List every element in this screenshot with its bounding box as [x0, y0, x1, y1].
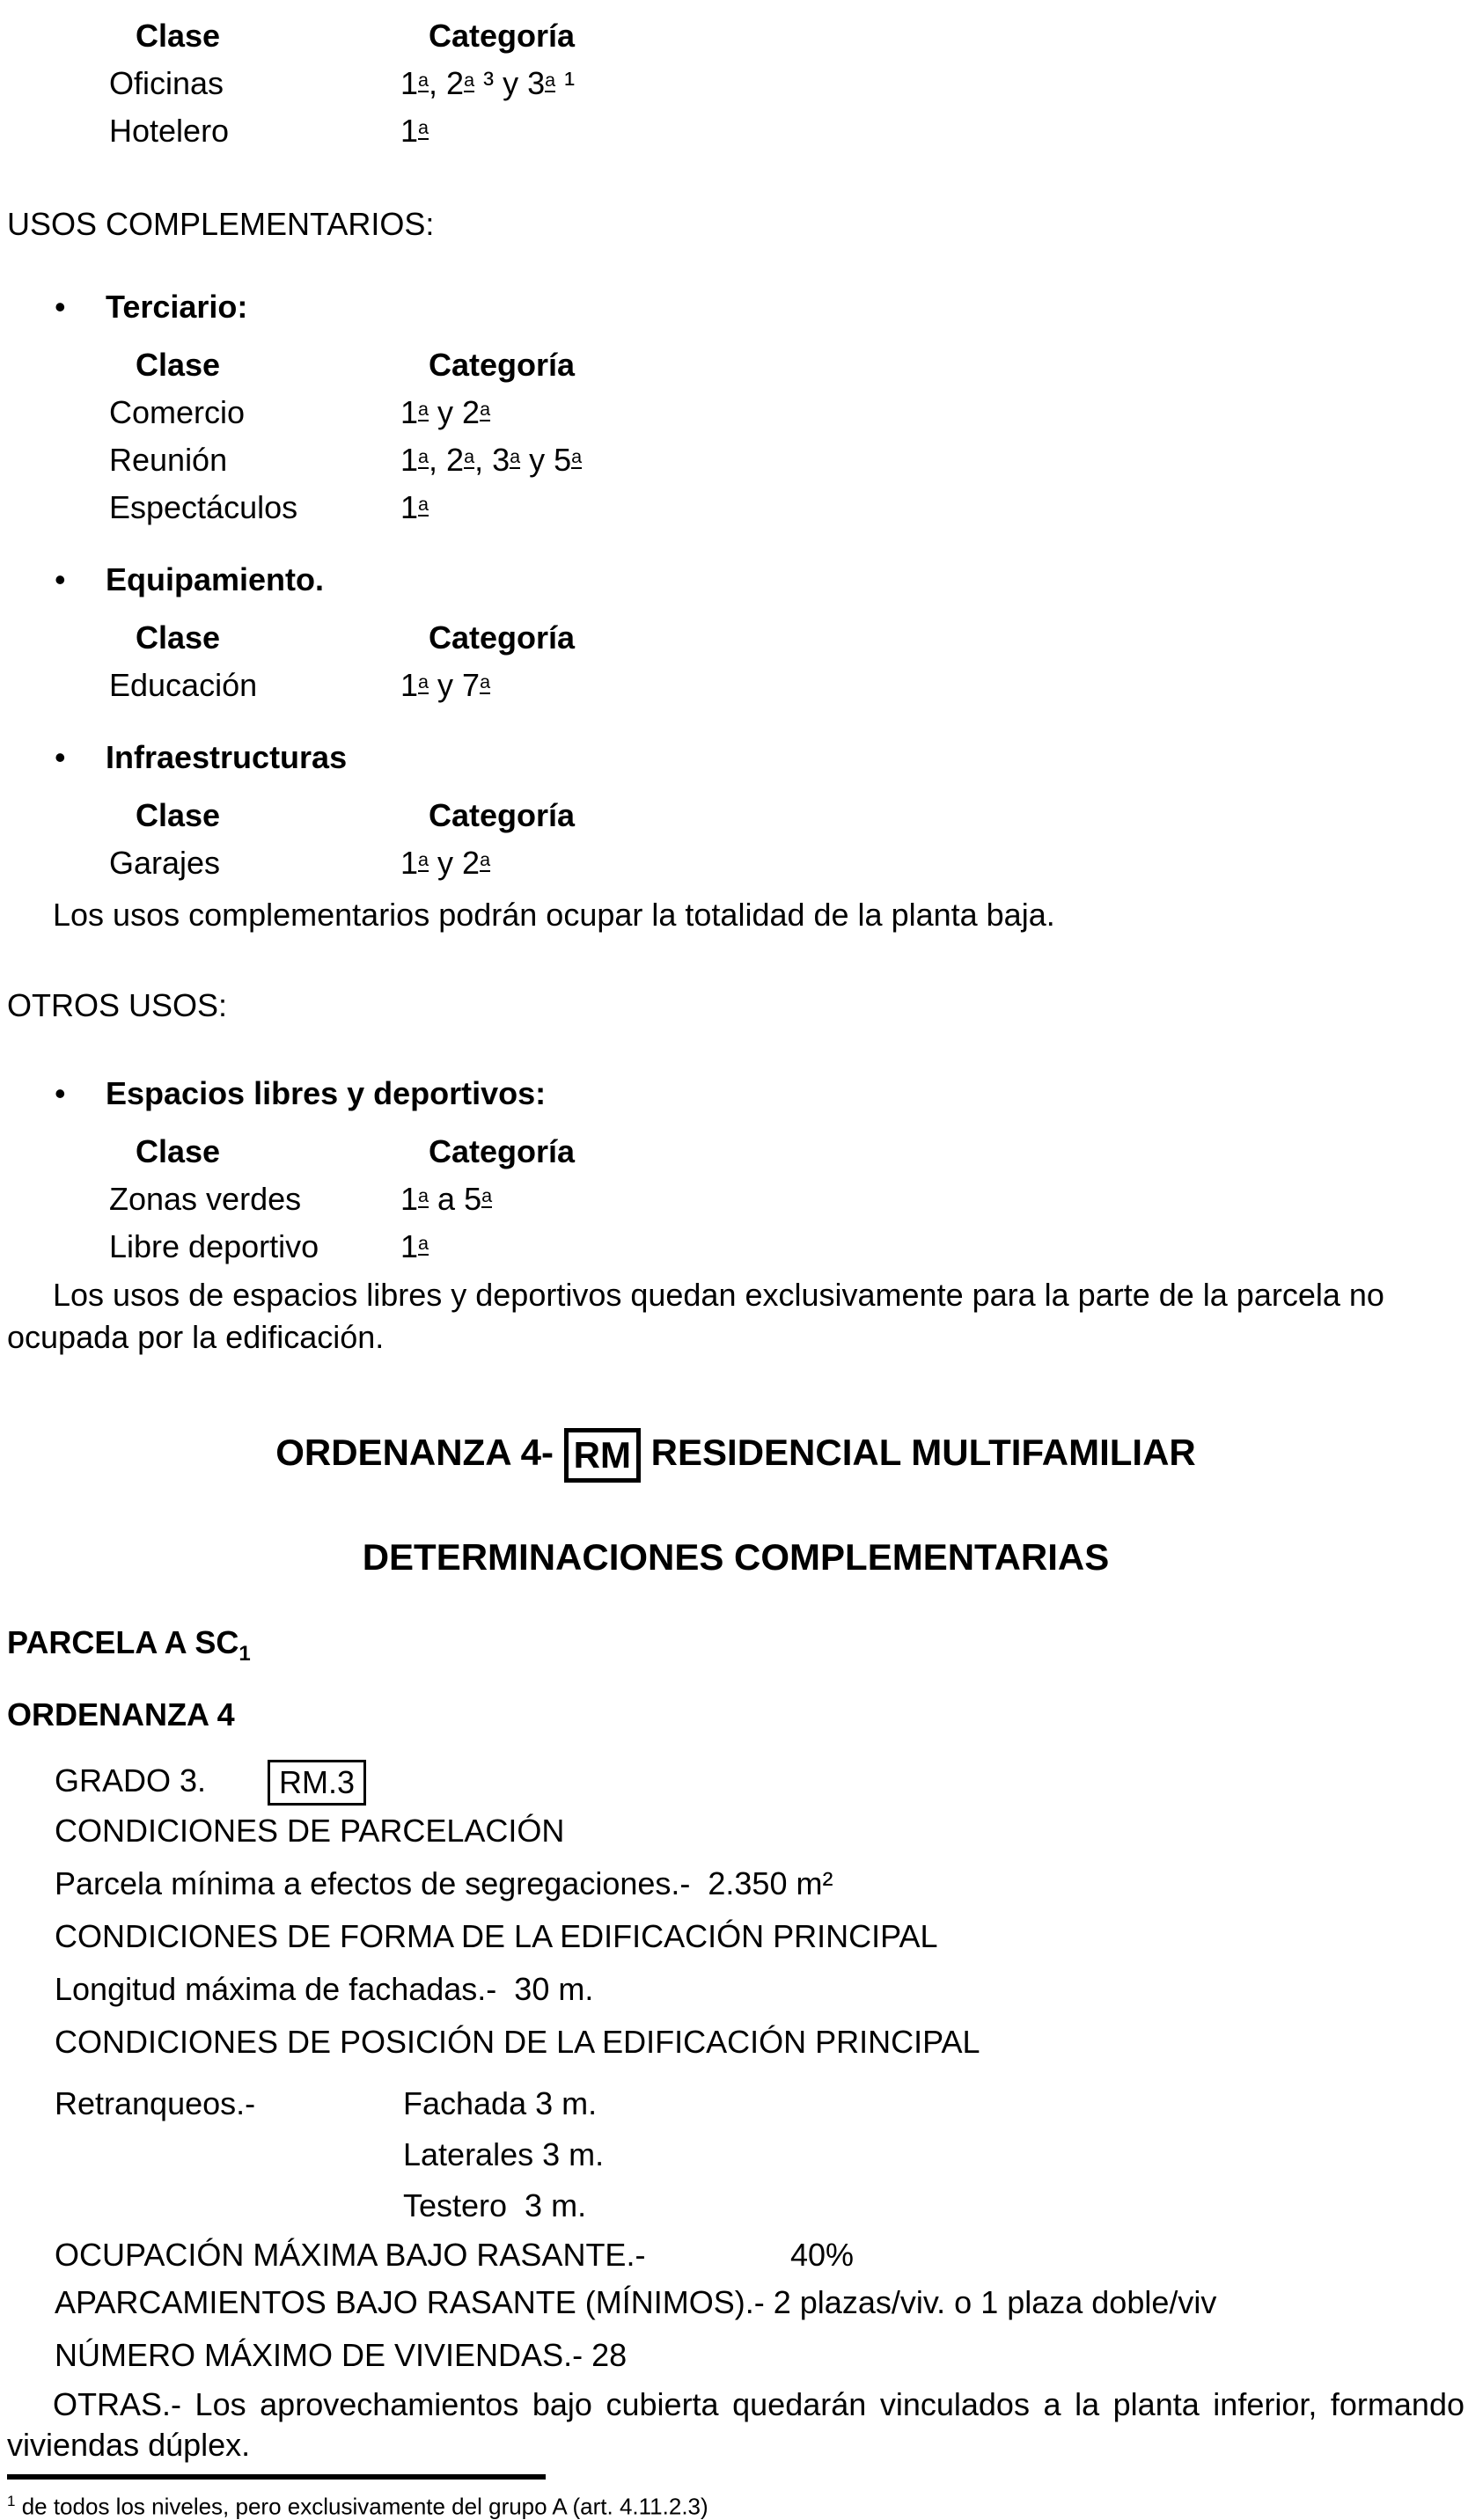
column-header-clase: Clase	[136, 797, 221, 833]
table-row	[7, 839, 1464, 887]
longitud-fachadas-line: Longitud máxima de fachadas.- 30 m.	[55, 1971, 594, 2007]
ocupacion-line	[7, 2231, 1464, 2279]
ordinance-heading-post: RESIDENCIAL MULTIFAMILIAR	[641, 1432, 1196, 1473]
ordinal-a: a	[571, 445, 583, 468]
use-class-cell: Oficinas	[109, 65, 224, 101]
table-header	[7, 341, 1464, 389]
ordinal-a: a	[418, 848, 429, 871]
use-category-cell: 1a a 5a	[400, 1181, 493, 1217]
ordinal-a: a	[481, 1184, 493, 1207]
ordinal-a: a	[464, 445, 475, 468]
bullet-icon: •	[55, 739, 66, 775]
column-header-clase: Clase	[136, 619, 221, 656]
ocupacion-label: OCUPACIÓN MÁXIMA BAJO RASANTE.-	[55, 2237, 646, 2273]
ordinal-a: a	[480, 670, 491, 693]
sub-table-infraestructuras	[7, 792, 1464, 887]
bullet-item-terciario	[7, 283, 1464, 331]
sub-table-terciario	[7, 341, 1464, 531]
ordinal-a: a	[480, 848, 491, 871]
grado-label: GRADO 3.	[55, 1762, 207, 1798]
aparcamientos-line: APARCAMIENTOS BAJO RASANTE (MÍNIMOS).- 2 plazas/viv. o 1 plaza doble/viv	[55, 2284, 1217, 2320]
table-row	[7, 1176, 1464, 1223]
column-header-categoria: Categoría	[429, 797, 576, 833]
use-category-cell: 1a	[400, 113, 429, 149]
bullet-icon: •	[55, 289, 66, 325]
use-class-cell: Garajes	[109, 845, 221, 881]
section-title-usos-complementarios: USOS COMPLEMENTARIOS:	[7, 206, 435, 242]
table-row	[7, 662, 1464, 709]
table-row	[7, 107, 1464, 155]
note-otros-usos: Los usos de espacios libres y deportivos quedan exclusivamente para la parte de la parcela no ocupada por la edificación.	[7, 1277, 1384, 1355]
table-header	[7, 614, 1464, 662]
ordinal-a: a	[418, 445, 429, 468]
use-class-cell: Libre deportivo	[109, 1228, 319, 1264]
parcela-subscript: 1	[239, 1642, 251, 1667]
ordinal-a: a	[464, 69, 475, 92]
ordinal-a: a	[545, 69, 556, 92]
use-category-cell: 1a y 2a	[400, 845, 491, 881]
footnote	[7, 2488, 1464, 2520]
principal-uses-table	[7, 12, 1464, 155]
ordinal-a: a	[418, 670, 429, 693]
use-class-cell: Reunión	[109, 442, 228, 478]
otras-paragraph: OTRAS.- Los aprovechamientos bajo cubierta quedarán vinculados a la planta inferior, formando viviendas dúplex.	[7, 2386, 1464, 2463]
bullet-item-equipamiento	[7, 556, 1464, 604]
bullet-icon: •	[55, 561, 66, 597]
bullet-item-espacios-libres	[7, 1070, 1464, 1117]
column-header-clase: Clase	[136, 1133, 221, 1169]
use-class-cell: Zonas verdes	[109, 1181, 302, 1217]
use-category-cell: 1a y 2a	[400, 394, 491, 430]
bullet-label: Equipamiento.	[106, 561, 325, 597]
ordinal-a: a	[418, 1232, 429, 1255]
use-class-cell: Hotelero	[109, 113, 230, 149]
use-category-cell: 1a	[400, 489, 429, 525]
footnote-marker: 1	[7, 2493, 16, 2509]
condiciones-forma-title: CONDICIONES DE FORMA DE LA EDIFICACIÓN PRINCIPAL	[55, 1918, 938, 1954]
section-title-otros-usos: OTROS USOS:	[7, 987, 228, 1023]
rm-code-box: RM	[564, 1428, 641, 1483]
retranqueo-value: Laterales 3 m.	[403, 2136, 605, 2172]
sub-table-equipamiento	[7, 614, 1464, 709]
bullet-icon: •	[55, 1075, 66, 1111]
ordinal-a: a	[418, 116, 429, 139]
viviendas-line: NÚMERO MÁXIMO DE VIVIENDAS.- 28	[55, 2337, 628, 2373]
table-row	[7, 1223, 1464, 1271]
use-class-cell: Espectáculos	[109, 489, 298, 525]
sub-table-espacios-libres	[7, 1128, 1464, 1271]
grado-code-box: RM.3	[268, 1760, 366, 1806]
retranqueo-value: Testero 3 m.	[403, 2187, 587, 2223]
column-header-categoria: Categoría	[429, 1133, 576, 1169]
condiciones-posicion-title: CONDICIONES DE POSICIÓN DE LA EDIFICACIÓN PRINCIPAL	[55, 2024, 980, 2060]
table-header	[7, 1128, 1464, 1176]
table-header	[7, 12, 1464, 60]
column-header-clase: Clase	[136, 347, 221, 383]
bullet-item-infraestructuras	[7, 734, 1464, 781]
use-category-cell: 1a	[400, 1228, 429, 1264]
subheading-determinaciones: DETERMINACIONES COMPLEMENTARIAS	[362, 1536, 1110, 1578]
bullet-label: Terciario:	[106, 289, 248, 325]
ordinal-a: a	[418, 1184, 429, 1207]
column-header-categoria: Categoría	[429, 619, 576, 656]
grado-line	[7, 1754, 1464, 1807]
footnote-divider	[7, 2474, 546, 2480]
retranqueo-value: Fachada 3 m.	[403, 2085, 598, 2121]
ordenanza4-heading: ORDENANZA 4	[7, 1696, 235, 1732]
table-row	[7, 484, 1464, 531]
ocupacion-value: 40%	[790, 2237, 855, 2273]
use-category-cell: 1a y 7a	[400, 667, 491, 703]
ordinal-a: a	[510, 445, 521, 468]
column-header-categoria: Categoría	[429, 347, 576, 383]
table-row	[7, 60, 1464, 107]
bullet-label: Espacios libres y deportivos:	[106, 1075, 547, 1111]
table-row	[7, 436, 1464, 484]
bullet-label: Infraestructuras	[106, 739, 348, 775]
ordinal-a: a	[418, 493, 429, 516]
parcela-minima-line: Parcela mínima a efectos de segregaciones.- 2.350 m²	[55, 1865, 833, 1901]
use-category-cell: 1a, 2a, 3a y 5a	[400, 442, 583, 478]
footnote-text: de todos los niveles, pero exclusivamente del grupo A (art. 4.11.2.3)	[15, 2493, 708, 2520]
ordinal-a: a	[418, 69, 429, 92]
column-header-clase: Clase	[136, 18, 221, 54]
parcela-heading-text: PARCELA A SC	[7, 1624, 239, 1660]
use-class-cell: Educación	[109, 667, 258, 703]
use-category-cell: 1a, 2a ³ y 3a ¹	[400, 65, 576, 101]
retranqueos-line	[7, 2078, 1464, 2129]
use-class-cell: Comercio	[109, 394, 246, 430]
table-row	[7, 389, 1464, 436]
note-usos-complementarios: Los usos complementarios podrán ocupar la totalidad de la planta baja.	[53, 897, 1055, 933]
ordinance-main-heading	[7, 1425, 1464, 1480]
retranqueos-label: Retranqueos.-	[55, 2085, 256, 2121]
parcela-heading	[7, 1619, 1464, 1667]
ordinal-a: a	[480, 398, 491, 421]
table-header	[7, 792, 1464, 839]
column-header-categoria: Categoría	[429, 18, 576, 54]
ordinal-a: a	[418, 398, 429, 421]
determinations-block	[7, 1754, 1464, 2379]
ordinance-heading-pre: ORDENANZA 4-	[275, 1432, 564, 1473]
condiciones-parcelacion-title: CONDICIONES DE PARCELACIÓN	[55, 1813, 565, 1849]
